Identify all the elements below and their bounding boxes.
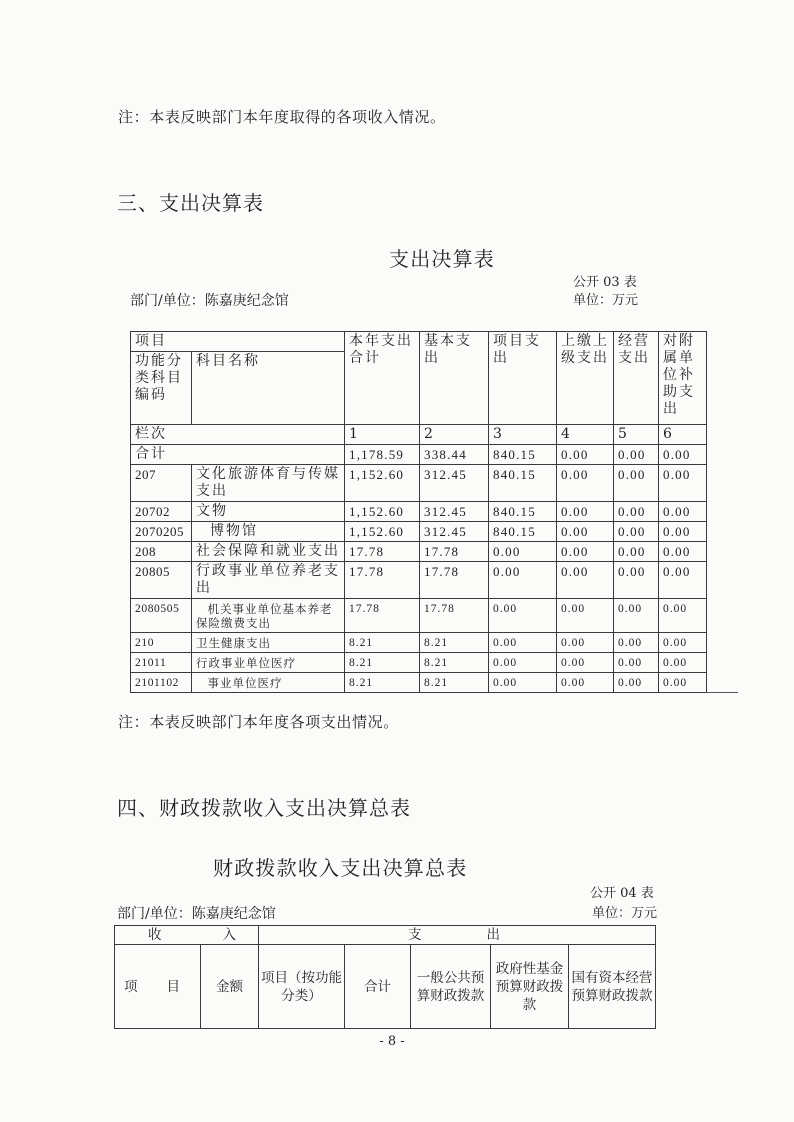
fiscal-form-code: 公开 04 表 (590, 886, 654, 901)
column-index: 6 (659, 425, 707, 445)
expenditure-department: 部门/单位：陈嘉庚纪念馆 (130, 293, 289, 309)
value-cell: 0.00 (557, 599, 614, 633)
value-cell: 0.00 (659, 633, 707, 653)
value-cell: 8.21 (420, 653, 489, 673)
expenditure-table (130, 331, 707, 693)
value-cell: 0.00 (489, 653, 557, 673)
value-cell: 1,152.60 (345, 502, 420, 522)
function-code-cell: 2080505 (131, 599, 192, 633)
value-cell: 0.00 (489, 542, 557, 562)
function-code-cell: 2070205 (131, 522, 192, 542)
value-cell: 840.15 (489, 465, 557, 502)
value-cell: 0.00 (614, 673, 659, 693)
value-cell: 840.15 (489, 502, 557, 522)
value-cell: 8.21 (420, 633, 489, 653)
income-note: 注：本表反映部门本年度取得的各项收入情况。 (118, 108, 446, 126)
value-cell: 1,152.60 (345, 522, 420, 542)
value-cell: 0.00 (614, 562, 659, 599)
value-cell: 0.00 (557, 502, 614, 522)
table-row (131, 542, 707, 562)
column-index-label: 栏次 (131, 425, 345, 445)
header-expenditure-total: 合计 (345, 945, 411, 1029)
function-code-cell: 208 (131, 542, 192, 562)
value-cell: 312.45 (420, 502, 489, 522)
total-value: 0.00 (659, 445, 707, 465)
value-cell: 0.00 (557, 522, 614, 542)
value-cell: 0.00 (614, 599, 659, 633)
value-cell: 0.00 (489, 562, 557, 599)
value-cell: 0.00 (659, 542, 707, 562)
function-code-cell: 21011 (131, 653, 192, 673)
value-cell: 0.00 (614, 633, 659, 653)
total-value: 338.44 (420, 445, 489, 465)
expenditure-unit: 单位：万元 (573, 293, 639, 308)
value-cell: 0.00 (659, 653, 707, 673)
column-index-row (131, 425, 707, 445)
fiscal-department: 部门/单位：陈嘉庚纪念馆 (117, 906, 276, 922)
value-cell: 0.00 (659, 599, 707, 633)
value-cell: 17.78 (345, 562, 420, 599)
subject-name-cell: 卫生健康支出 (192, 633, 345, 653)
value-cell: 8.21 (420, 673, 489, 693)
subject-name-cell: 事业单位医疗 (192, 673, 345, 693)
value-cell: 0.00 (557, 465, 614, 502)
value-cell: 0.00 (557, 653, 614, 673)
header-subsidiary-subsidy-expenditure: 对附属单位补助支出 (659, 332, 707, 425)
function-code-cell: 20805 (131, 562, 192, 599)
table-row (131, 502, 707, 522)
table-row (131, 653, 707, 673)
header-project-expenditure: 项目支出 (489, 332, 557, 425)
value-cell: 0.00 (614, 502, 659, 522)
value-cell: 17.78 (420, 562, 489, 599)
total-row (131, 445, 707, 465)
value-cell: 312.45 (420, 522, 489, 542)
header-state-capital-budget: 国有资本经营预算财政拨款 (569, 945, 656, 1029)
value-cell: 0.00 (659, 522, 707, 542)
table-row (131, 522, 707, 542)
value-cell: 17.78 (345, 599, 420, 633)
value-cell: 0.00 (659, 502, 707, 522)
function-code-cell: 210 (131, 633, 192, 653)
fiscal-unit: 单位：万元 (592, 906, 658, 921)
table-row (131, 673, 707, 693)
value-cell: 0.00 (557, 633, 614, 653)
header-income-amount: 金额 (201, 945, 259, 1029)
expenditure-note: 注：本表反映部门本年度各项支出情况。 (118, 713, 399, 731)
header-row (115, 945, 656, 1029)
value-cell: 0.00 (557, 673, 614, 693)
table-row (131, 633, 707, 653)
value-cell: 0.00 (614, 465, 659, 502)
total-value: 1,178.59 (345, 445, 420, 465)
header-expenditure-item: 项目（按功能分类） (259, 945, 345, 1029)
subject-name-cell: 行政事业单位养老支出 (192, 562, 345, 599)
header-income-item: 项 目 (115, 945, 201, 1029)
value-cell: 0.00 (614, 522, 659, 542)
section3-heading: 三、支出决算表 (117, 191, 264, 215)
column-index: 3 (489, 425, 557, 445)
header-general-budget: 一般公共预算财政拨款 (411, 945, 491, 1029)
header-total-expenditure: 本年支出合计 (345, 332, 420, 425)
column-index: 1 (345, 425, 420, 445)
total-value: 0.00 (557, 445, 614, 465)
header-row (131, 332, 707, 352)
table-row (131, 562, 707, 599)
value-cell: 1,152.60 (345, 465, 420, 502)
total-value: 840.15 (489, 445, 557, 465)
value-cell: 8.21 (345, 633, 420, 653)
header-remit-superior-expenditure: 上缴上级支出 (557, 332, 614, 425)
total-label: 合计 (131, 445, 345, 465)
header-government-fund-budget: 政府性基金预算财政拨款 (491, 945, 569, 1029)
value-cell: 312.45 (420, 465, 489, 502)
value-cell: 8.21 (345, 653, 420, 673)
value-cell: 0.00 (659, 673, 707, 693)
fiscal-appropriation-table (114, 925, 656, 1029)
value-cell: 0.00 (659, 465, 707, 502)
value-cell: 0.00 (489, 633, 557, 653)
value-cell: 0.00 (557, 562, 614, 599)
subject-name-cell: 行政事业单位医疗 (192, 653, 345, 673)
section4-heading: 四、财政拨款收入支出决算总表 (117, 796, 411, 820)
column-index: 4 (557, 425, 614, 445)
value-cell: 0.00 (659, 562, 707, 599)
value-cell: 0.00 (614, 653, 659, 673)
value-cell: 0.00 (489, 673, 557, 693)
subject-name-cell: 文化旅游体育与传媒支出 (192, 465, 345, 502)
value-cell: 8.21 (345, 673, 420, 693)
value-cell: 17.78 (345, 542, 420, 562)
function-code-cell: 20702 (131, 502, 192, 522)
table-row (131, 465, 707, 502)
column-index: 5 (614, 425, 659, 445)
subject-name-cell: 机关事业单位基本养老保险缴费支出 (192, 599, 345, 633)
header-item: 项目 (131, 332, 345, 352)
function-code-cell: 2101102 (131, 673, 192, 693)
table-row (131, 599, 707, 633)
income-header: 收 入 (115, 926, 259, 945)
subject-name-cell: 文物 (192, 502, 345, 522)
expenditure-table-title: 支出决算表 (389, 247, 495, 271)
value-cell: 17.78 (420, 542, 489, 562)
header-function-code: 功能分类科目编码 (131, 352, 192, 425)
scan-artifact-line (706, 692, 738, 693)
header-operating-expenditure: 经营支出 (614, 332, 659, 425)
fiscal-table-title: 财政拨款收入支出决算总表 (213, 856, 468, 880)
subject-name-cell: 博物馆 (192, 522, 345, 542)
page-number: - 8 - (379, 1034, 405, 1049)
function-code-cell: 207 (131, 465, 192, 502)
value-cell: 0.00 (614, 542, 659, 562)
subject-name-cell: 社会保障和就业支出 (192, 542, 345, 562)
total-value: 0.00 (614, 445, 659, 465)
value-cell: 17.78 (420, 599, 489, 633)
expenditure-form-code: 公开 03 表 (573, 275, 637, 290)
value-cell: 840.15 (489, 522, 557, 542)
value-cell: 0.00 (489, 599, 557, 633)
header-basic-expenditure: 基本支出 (420, 332, 489, 425)
header-row (115, 926, 656, 945)
expenditure-header: 支 出 (259, 926, 656, 945)
value-cell: 0.00 (557, 542, 614, 562)
header-subject-name: 科目名称 (192, 352, 345, 425)
column-index: 2 (420, 425, 489, 445)
